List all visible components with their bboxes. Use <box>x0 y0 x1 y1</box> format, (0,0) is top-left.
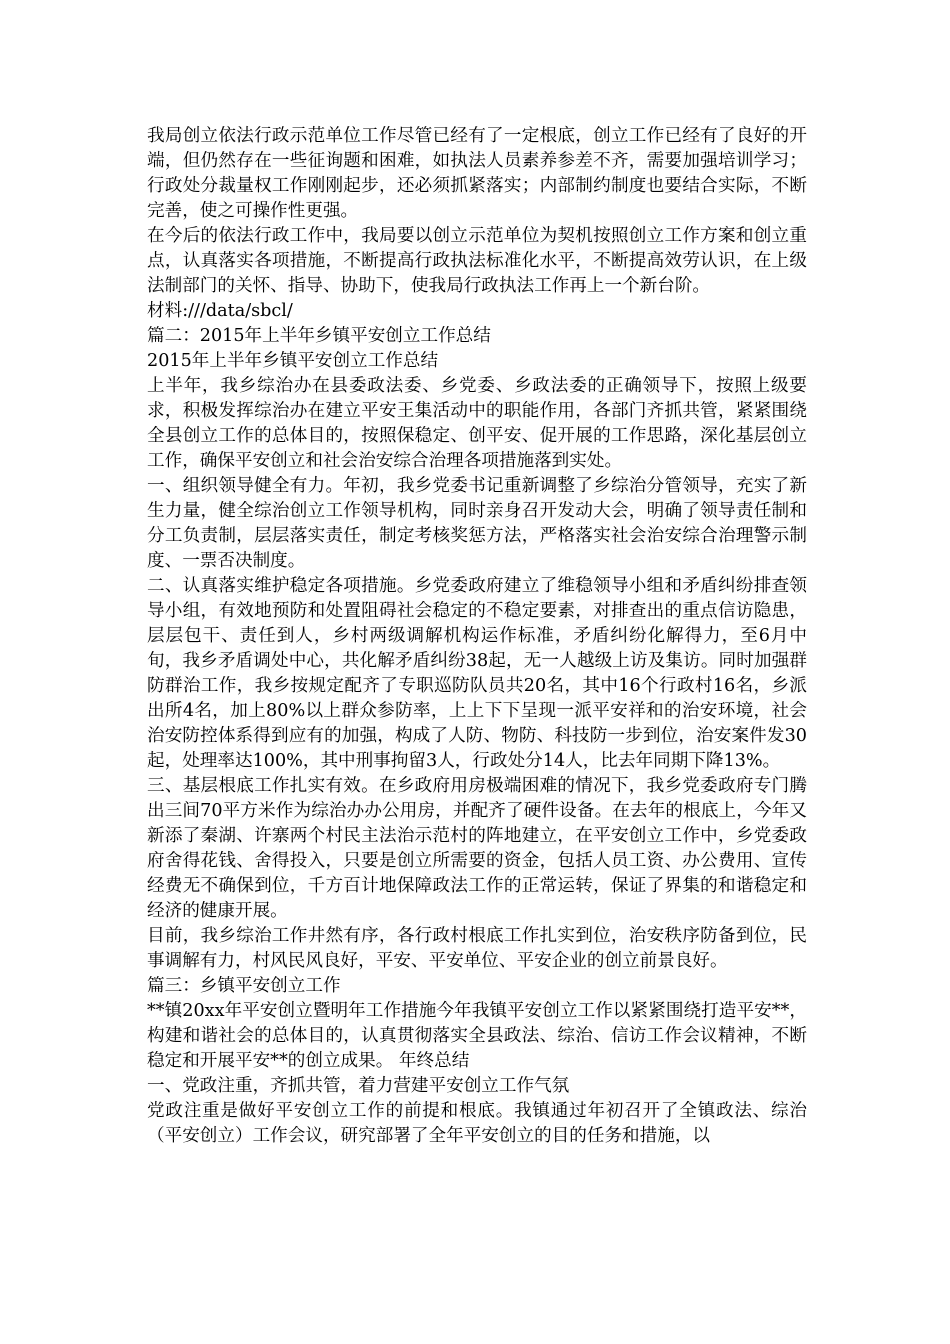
paragraph-3: 材料:///data/sbcl/ <box>147 301 293 321</box>
section-heading-3: 篇三：乡镇平安创立工作 <box>147 976 341 996</box>
paragraph-7: 一、组织领导健全有力。年初，我乡党委书记重新调整了乡综治分管领导，充实了新生力量，健全综治创立工作领导机构，同时亲身召开发动大会，明确了领导责任制和分工负责制，层层落实责任，制定考核奖惩方法，严格落实社会治安综合治理警示制度、一票否决制度。 <box>147 476 807 571</box>
paragraph-1: 我局创立依法行政示范单位工作尽管已经有了一定根底，创立工作已经有了良好的开端，但仍然存在一些征询题和困难，如执法人员素养参差不齐，需要加强培训学习；行政处分裁量权工作刚刚起步，还必须抓紧落实；内部制约制度也要结合实际，不断完善，使之可操作性更强。 <box>147 126 807 221</box>
section-heading-2: 篇二：2015年上半年乡镇平安创立工作总结 <box>147 326 491 346</box>
paragraph-9: 三、基层根底工作扎实有效。在乡政府用房极端困难的情况下，我乡党委政府专门腾出三间70平方米作为综治办办公用房，并配齐了硬件设备。在去年的根底上，今年又新添了秦湖、许寨两个村民主法治示范村的阵地建立，在平安创立工作中，乡党委政府舍得花钱、舍得投入，只要是创立所需要的资金，包括人员工资、办公费用、宣传经费无不确保到位，千方百计地保障政法工作的正常运转，保证了界集的和谐稳定和经济的健康开展。 <box>147 776 807 921</box>
document-page <box>147 124 807 1149</box>
paragraph-8: 二、认真落实维护稳定各项措施。乡党委政府建立了维稳领导小组和矛盾纠纷排查领导小组，有效地预防和处置阻碍社会稳定的不稳定要素，对排查出的重点信访隐患，层层包干、责任到人，乡村两级调解机构运作标准，矛盾纠纷化解得力，至6月中旬，我乡矛盾调处中心，共化解矛盾纠纷38起，无一人越级上访及集访。同时加强群防群治工作，我乡按规定配齐了专职巡防队员共20名，其中16个行政村16名，乡派出所4名，加上80%以上群众参防率，上上下下呈现一派平安祥和的治安环境，社会治安防控体系得到应有的加强，构成了人防、物防、科技防一步到位，治安案件发30起，处理率达100%，其中刑事拘留3人，行政处分14人，比去年同期下降13%。 <box>147 576 807 771</box>
paragraph-13: 一、党政注重，齐抓共管，着力营建平安创立工作气氛 <box>147 1076 570 1096</box>
paragraph-10: 目前，我乡综治工作井然有序，各行政村根底工作扎实到位，治安秩序防备到位，民事调解有力，村风民风良好，平安、平安单位、平安企业的创立前景良好。 <box>147 926 807 971</box>
paragraph-6: 上半年，我乡综治办在县委政法委、乡党委、乡政法委的正确领导下，按照上级要求，积极发挥综治办在建立平安王集活动中的职能作用，各部门齐抓共管，紧紧围绕全县创立工作的总体目的，按照保稳定、创平安、促开展的工作思路，深化基层创立工作，确保平安创立和社会治安综合治理各项措施落到实处。 <box>147 376 807 471</box>
paragraph-2: 在今后的依法行政工作中，我局要以创立示范单位为契机按照创立工作方案和创立重点，认真落实各项措施，不断提高行政执法标准化水平，不断提高效劳认识，在上级法制部门的关怀、指导、协助下，使我局行政执法工作再上一个新台阶。 <box>147 226 807 296</box>
section-title-2: 2015年上半年乡镇平安创立工作总结 <box>147 351 439 371</box>
paragraph-14: 党政注重是做好平安创立工作的前提和根底。我镇通过年初召开了全镇政法、综治（平安创立）工作会议，研究部署了全年平安创立的目的任务和措施，以 <box>147 1101 807 1146</box>
paragraph-12: **镇20xx年平安创立暨明年工作措施今年我镇平安创立工作以紧紧围绕打造平安**，构建和谐社会的总体目的，认真贯彻落实全县政法、综治、信访工作会议精神，不断稳定和开展平安**的创立成果。 年终总结 <box>147 1001 807 1071</box>
